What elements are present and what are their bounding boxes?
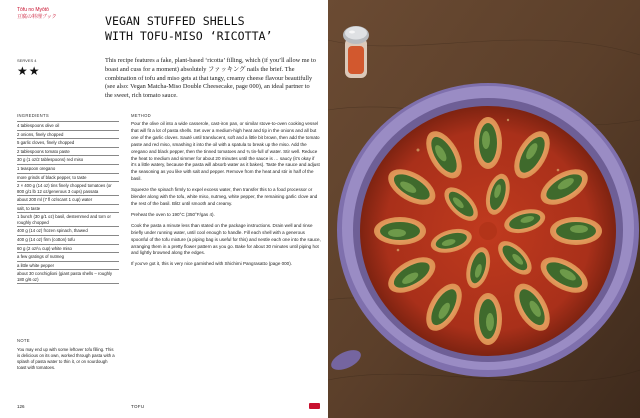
ingredient-item: 4 tablespoons olive oil [17, 121, 119, 130]
running-title-japanese: 豆腐の料理ブック [17, 14, 57, 20]
difficulty-stars: ★★ [17, 64, 41, 78]
recipe-title-line-1: VEGAN STUFFED SHELLS [105, 14, 245, 28]
ingredient-item: 2 tablespoons tomato paste [17, 147, 119, 156]
ingredient-item: a little white pepper [17, 261, 119, 270]
ingredient-item: 1 teaspoon oregano [17, 164, 119, 173]
ingredient-item: about 30 conchiglioni (giant pasta shells – roughly 180 g/6 oz) [17, 269, 119, 284]
section-name: TOFU [131, 404, 145, 409]
ingredient-item: 400 g (14 oz) frozen spinach, thawed [17, 226, 119, 235]
note-heading: NOTE [17, 338, 30, 343]
footer-stamp-icon [309, 403, 320, 409]
note-text: You may end up with some leftover tofu filling. This is delicious on its own, worked through pasta with a splash of pasta water to thin it, or on sourdough toast with tomatoes. [17, 347, 115, 370]
method-step: Pour the olive oil into a wide casserole, cast-iron pan, or similar stove-to-oven cooking vessel that will fit a lot of pasta shells. Set over a medium-high heat and tip in the onions and all but one of the garlic cloves. Sauté until translucent, soft and a little bit brown, then add the tomato paste and red miso, smashing it into the oil with a spatula to break up the miso. Add the oregano and black pepper, then the tinned tomatoes and ¾ tin-full of water. Stir well. Reduce the heat to medium and simmer for about 20 minutes until the sauce is … saucy (it’s okay if it’s a little watery, because the pasta will absorb water as it bakes). Taste the sauce and adjust the seasoning as you like with salt and pepper. Remove from the heat and stir in half of the basil. [131, 121, 320, 182]
pepper-shaker-icon [343, 26, 369, 78]
stuffed-shells-photo [328, 0, 640, 418]
method-step: Squeeze the spinach firmly to expel excess water, then transfer this to a food processor or blender along with the tofu, white miso, nutmeg, white pepper, the remaining garlic clove and the rest of the basil. Blitz until smooth and creamy. [131, 187, 318, 206]
ingredient-item: 1 bunch (30 g/1 oz) basil, destemmed and torn or roughly chopped [17, 212, 119, 226]
method-heading: METHOD [131, 113, 151, 118]
ingredients-heading: INGREDIENTS [17, 113, 49, 118]
recipe-title-line-2: WITH TOFU-MISO ‘RICOTTA’ [105, 29, 273, 43]
recipe-intro: This recipe features a fake, plant-based ‘ricotta’ filling, which (if you’ll allow me to boast and cuss for a moment) absolutely ファッキング nails the brief. The combination of tofu and miso gets at that tangy, creamy cheese flavour beautifully (see also: Vegan Matcha-Miso Double Cheesecake, page 000), an ideal partner to the sweet, rich tomato sauce. [105, 57, 316, 100]
method-step: Cook the pasta a minute less than stated on the package instructions. Drain well and rinse briefly under running water, until cool enough to handle. Fill each shell with a generous spoonful of the tofu mixture (a piping bag is useful for this) and nestle each one into the sauce, arranging them in a pretty flower pattern as you go. Bake for about 30 minutes until piping hot and lightly browned along the edges. [131, 222, 321, 256]
ingredient-item: a few gratings of nutmeg [17, 252, 119, 261]
right-page-photo [328, 0, 640, 418]
ingredient-item: 60 g (2 oz/¼ cup) white miso [17, 244, 119, 253]
ingredient-item: 2 × 400 g (14 oz) tins finely chopped tomatoes (or 800 g/1 lb 12 oz/generous 3 cups) passata [17, 181, 119, 195]
ingredient-item: salt, to taste [17, 204, 119, 213]
ingredient-item: 2 onions, finely chopped [17, 130, 119, 139]
ingredients-list [17, 121, 119, 284]
ingredient-item: 400 g (14 oz) firm (cotton) tofu [17, 235, 119, 244]
ingredient-item: 5 garlic cloves, finely chopped [17, 138, 119, 147]
ingredient-item: about 200 ml (7 fl oz/scant 1 cup) water [17, 195, 119, 204]
ingredient-item: more grinds of black pepper, to taste [17, 173, 119, 182]
method-step: Preheat the oven to 190°C (350°F/gas 4). [131, 211, 215, 217]
page-number: 126 [17, 404, 25, 409]
running-title [17, 7, 57, 21]
recipe-title [105, 14, 320, 44]
running-title-text: Tōfu no Myōtō [17, 7, 49, 13]
method-step: If you’ve got it, this is very nice garnished with Shichimi Pangrasatto (page 000). [131, 261, 292, 267]
serves-label: SERVES 4 [17, 58, 37, 63]
ingredient-item: 30 g (1 oz/2 tablespoons) red miso [17, 155, 119, 164]
method-steps [131, 121, 321, 272]
